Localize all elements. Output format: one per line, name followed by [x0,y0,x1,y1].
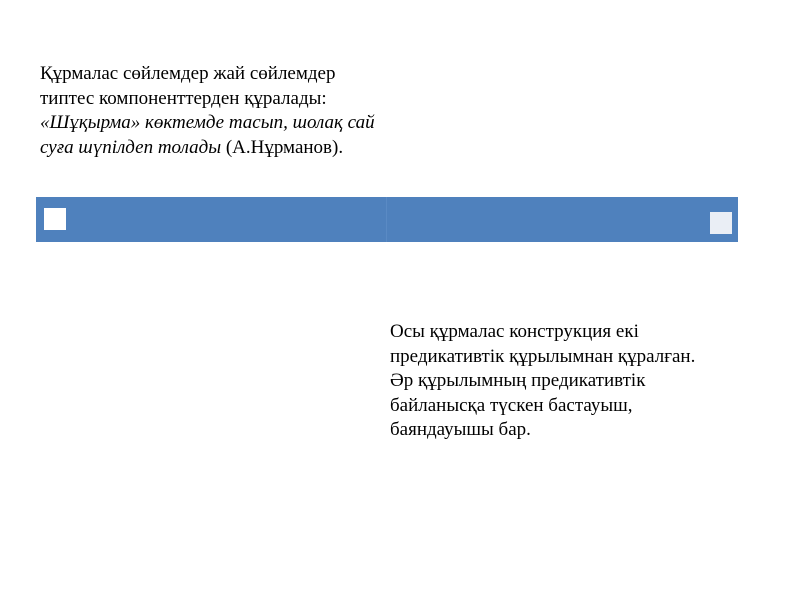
timeline-bar [36,197,738,242]
left-text-author: (А.Нұрманов). [221,136,344,158]
timeline-divider [386,197,387,242]
right-text: Осы құрмалас конструкция екі предикативтік құрылымнан құралған. Әр құрылымның предикативтік байланысқа түскен бастауыш, баяндауышы бар. [390,321,696,440]
right-text-block [390,320,720,443]
left-text-intro: Құрмалас сөйлемдер жай сөйлемдер типтес компоненттерден құралады: [40,63,336,109]
right-square-marker-icon [710,212,732,234]
left-square-marker-icon [44,208,66,230]
left-text-block [40,62,390,160]
left-text-example: «Шұқырма» көктемде тасып, шолақ сай суға шүпілдеп толады [40,112,375,158]
